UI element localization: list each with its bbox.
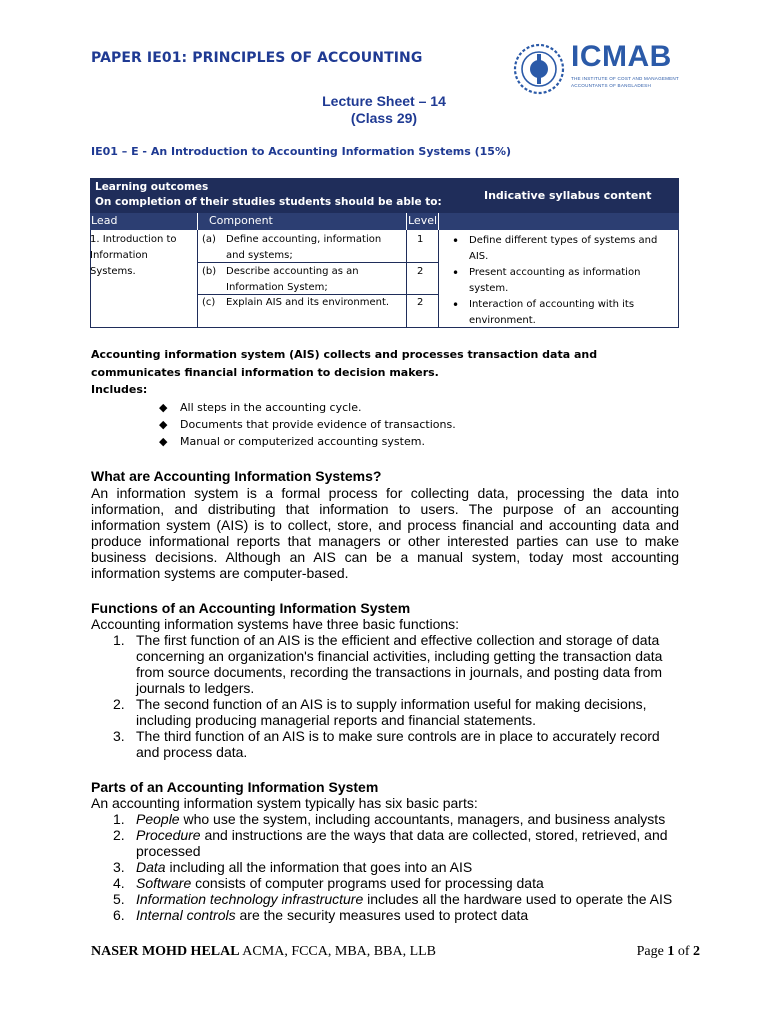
list-item: 5. Information technology infrastructure includes all the hardware used to operate the AIS — [113, 891, 673, 907]
component-b-text: Describe accounting as an Information System; — [226, 266, 359, 293]
class-label: (Class 29) — [350, 110, 418, 126]
col-component: Component — [209, 214, 273, 227]
learning-outcomes-subtitle: On completion of their studies students should be able to: — [95, 196, 442, 208]
list-item: • Present accounting as information system. — [450, 265, 675, 297]
list-item: 3. Data including all the information that goes into an AIS — [113, 859, 473, 875]
list-item: • Interaction of accounting with its environment. — [450, 297, 675, 329]
list-item: 3. The third function of an AIS is to make sure controls are in place to accurately record and process data. — [113, 728, 660, 760]
list-item: 6. Internal controls are the security measures used to protect data — [113, 907, 529, 923]
component-a-label: (a) — [202, 234, 216, 245]
table-header-left — [95, 180, 442, 210]
page-number: Page 1 of 2 — [636, 944, 700, 959]
list-item: 2. Procedure and instructions are the ways that data are collected, stored, retrieved, and processed — [113, 827, 668, 859]
parts-intro: An accounting information system typically has six basic parts: — [91, 795, 478, 811]
parts-heading: Parts of an Accounting Information System — [91, 779, 379, 795]
list-item: ◆ Manual or computerized accounting system. — [159, 433, 456, 450]
functions-list — [91, 632, 681, 760]
what-are-heading: What are Accounting Information Systems? — [91, 468, 382, 484]
list-item: 1. People who use the system, including accountants, managers, and business analysts — [113, 811, 666, 827]
includes-list — [159, 399, 456, 450]
list-item: • Define different types of systems and AIS. — [450, 233, 675, 265]
functions-intro: Accounting information systems have three basic functions: — [91, 616, 460, 632]
what-are-paragraph: An information system is a formal process for collecting data, processing the data into information, and distributing that information to users. The purpose of an accounting information system (AIS) is to collect, store, and process financial and accounting data and produce informational reports that managers or other interested parties can use to make business decisions. Although an AIS can be a manual system, today most accounting information systems are computer-based. — [91, 485, 679, 581]
ais-definition: Accounting information system (AIS) collects and processes transaction data and communicates financial information to decision makers. — [91, 348, 598, 379]
logo-wordmark: ICMAB — [571, 40, 672, 73]
syllabus-list — [450, 233, 675, 329]
component-a-level: 1 — [417, 234, 424, 245]
section-title: IE01 – E - An Introduction to Accounting Information Systems (15%) — [91, 145, 512, 158]
logo-tagline-1: THE INSTITUTE OF COST AND MANAGEMENT — [571, 76, 679, 81]
functions-heading: Functions of an Accounting Information System — [91, 600, 411, 616]
table-subheader-right — [439, 213, 679, 230]
component-c-label: (c) — [202, 297, 216, 308]
component-b-label: (b) — [202, 266, 217, 277]
list-item: ◆ All steps in the accounting cycle. — [159, 399, 456, 416]
component-a-text: Define accounting, information and systems; — [226, 234, 382, 261]
syllabus-header: Indicative syllabus content — [484, 189, 652, 202]
col-level: Level — [408, 214, 438, 227]
parts-list — [91, 811, 681, 923]
lecture-title: Lecture Sheet – 14 — [322, 93, 446, 109]
includes-label: Includes: — [91, 383, 148, 396]
component-b-level: 2 — [417, 266, 424, 277]
lead-cell: 1. Introduction to Information Systems. — [90, 234, 177, 277]
icmab-emblem-icon — [512, 42, 566, 96]
logo-tagline-2: ACCOUNTANTS OF BANGLADESH — [571, 83, 651, 88]
list-item: 1. The first function of an AIS is the efficient and effective collection and storage of data concerning an organization's financial activities, including getting the transaction data from source documents, recording the transactions in journals, and posting data from journals to ledgers. — [113, 632, 663, 696]
footer-author: NASER MOHD HELAL ACMA, FCCA, MBA, BBA, LLB — [91, 944, 437, 959]
paper-title: PAPER IE01: PRINCIPLES OF ACCOUNTING — [91, 50, 423, 66]
component-c-text: Explain AIS and its environment. — [226, 297, 390, 308]
list-item: ◆ Documents that provide evidence of transactions. — [159, 416, 456, 433]
component-c-level: 2 — [417, 297, 424, 308]
col-lead: Lead — [91, 214, 118, 227]
list-item: 4. Software consists of computer programs used for processing data — [113, 875, 544, 891]
learning-outcomes-label: Learning outcomes — [95, 181, 209, 193]
icmab-logo — [512, 42, 677, 98]
learning-outcomes-table — [90, 178, 679, 329]
list-item: 2. The second function of an AIS is to supply information useful for making decisions, including producing managerial reports and financial statements. — [113, 696, 647, 728]
